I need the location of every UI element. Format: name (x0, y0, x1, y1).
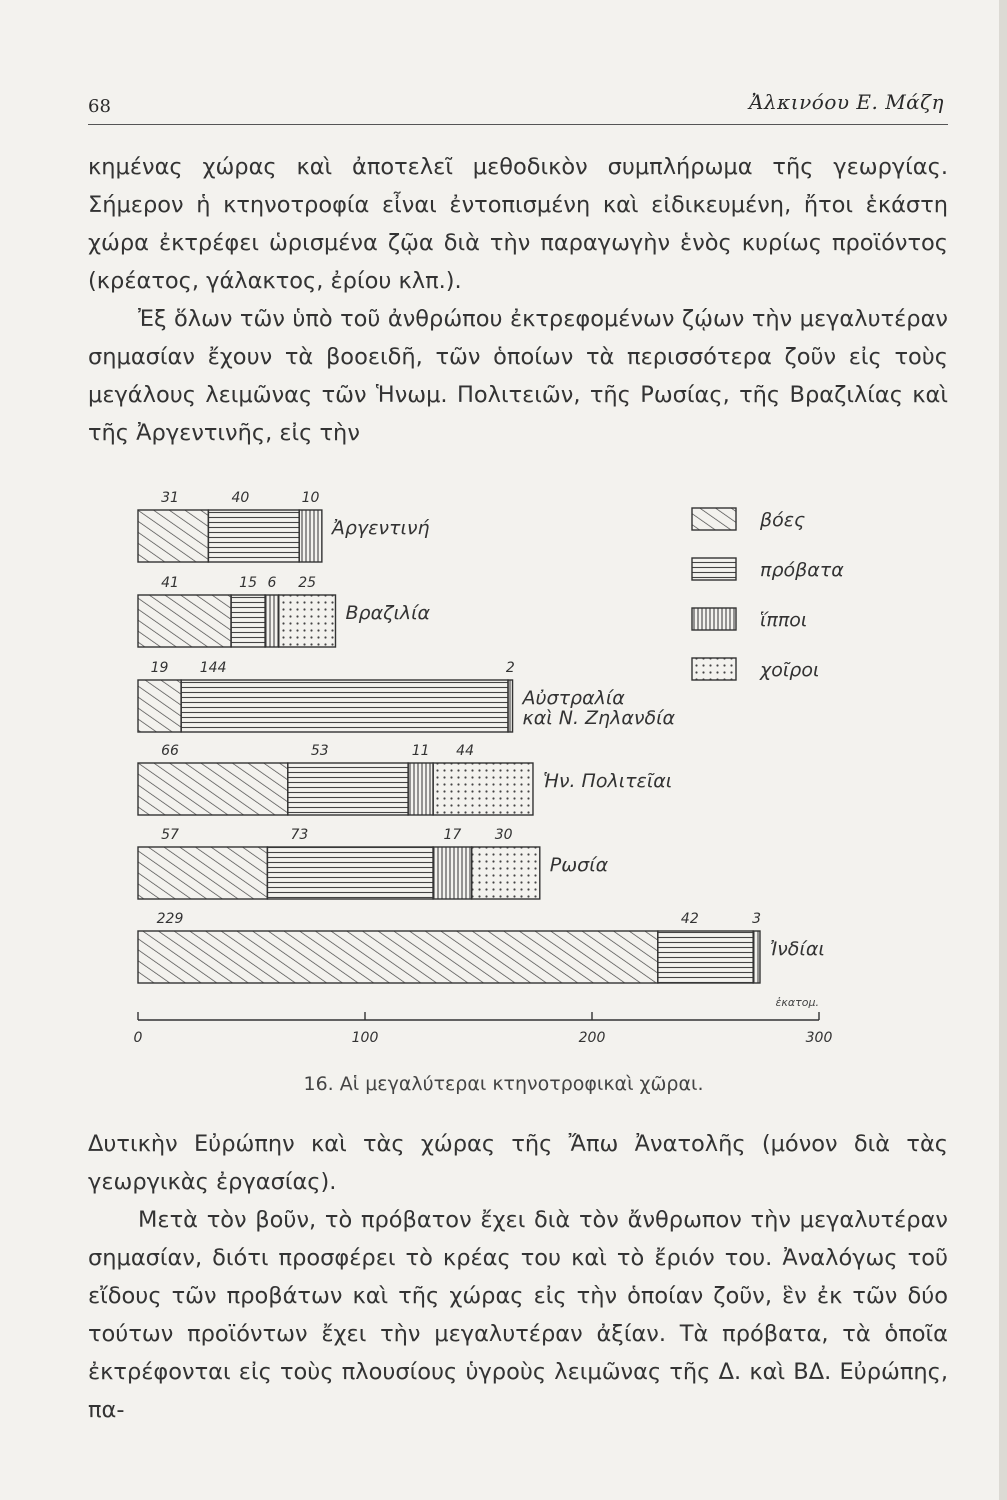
text-block-top (88, 148, 948, 452)
bar-4-series-3 (408, 763, 433, 815)
page-number: 68 (88, 96, 111, 117)
bar-5-series-1 (138, 847, 267, 899)
value-label-5-4: 30 (494, 827, 513, 843)
x-axis (134, 996, 833, 1046)
value-label-4-4: 44 (456, 743, 475, 759)
tick-label-200: 200 (578, 1030, 606, 1046)
bar-5-series-2 (267, 847, 433, 899)
bar-5-series-4 (472, 847, 540, 899)
value-label-4-3: 11 (411, 743, 430, 759)
legend-label-4: χοῖροι (760, 659, 820, 681)
bar-2-series-3 (265, 595, 279, 647)
value-label-6-1: 229 (156, 911, 184, 927)
bar-4-series-4 (433, 763, 533, 815)
tick-label-0: 0 (133, 1030, 143, 1046)
legend-label-2: πρόβατα (760, 559, 844, 581)
bar-1-series-2 (208, 510, 299, 562)
bar-4-series-2 (288, 763, 408, 815)
legend-label-1: βόες (760, 509, 806, 531)
bar-2-series-4 (279, 595, 336, 647)
value-label-1-1: 31 (161, 490, 179, 506)
legend (692, 508, 844, 681)
category-label-3: Αὐστραλία (522, 687, 625, 709)
bar-1-series-3 (299, 510, 322, 562)
paragraph-4: Μετὰ τὸν βοῦν, τὸ πρόβατον ἔχει διὰ τὸν ἄνθρωπον τὴν μεγαλυτέραν σημασίαν, διότι προσφέρει τὸ κρέας του καὶ τὸ ἔριόν του. Ἀναλόγως τοῦ εἴδους τῶν προβάτων καὶ τῆς χώρας εἰς τὴν ὁποίαν ζοῦν, ἓν ἐκ τῶν δύο τούτων προϊόντων ἔχει τὴν μεγαλυτέραν ἀξίαν. Τὰ πρόβατα, τὰ ὁποῖα ἐκτρέφονται εἰς τοὺς πλουσίους ὑγροὺς λειμῶνας τῆς Δ. καὶ ΒΔ. Εὐρώπης, πα- (88, 1207, 948, 1423)
value-label-2-1: 41 (161, 575, 179, 591)
value-label-3-2: 144 (199, 660, 227, 676)
tick-label-100: 100 (351, 1030, 379, 1046)
category-label-2: Βραζιλία (345, 602, 431, 624)
value-label-2-4: 25 (298, 575, 317, 591)
legend-label-3: ἵπποι (760, 609, 808, 631)
value-label-1-3: 10 (301, 490, 320, 506)
value-label-4-2: 53 (310, 743, 329, 759)
running-head: Ἀλκινόου Ε. Μάζη (749, 90, 944, 114)
value-label-2-3: 6 (267, 575, 277, 591)
value-label-1-2: 40 (231, 490, 250, 506)
tick-label-300: 300 (805, 1030, 833, 1046)
value-label-2-2: 15 (239, 575, 258, 591)
bar-6-series-2 (658, 931, 753, 983)
category-label-3-line2: καὶ Ν. Ζηλανδία (522, 707, 676, 729)
bar-6-series-1 (138, 931, 658, 983)
value-label-5-3: 17 (443, 827, 462, 843)
bar-3-series-3 (508, 680, 513, 732)
value-label-3-1: 19 (150, 660, 169, 676)
legend-swatch-3 (692, 608, 736, 630)
bar-2-series-1 (138, 595, 231, 647)
legend-swatch-4 (692, 658, 736, 680)
category-label-5: Ρωσία (549, 854, 609, 876)
paragraph-3: Δυτικὴν Εὐρώπην καὶ τὰς χώρας τῆς Ἄπω Ἀνατολῆς (μόνον διὰ τὰς γεωργικὰς ἐργασίας). (88, 1131, 948, 1195)
value-label-5-2: 73 (290, 827, 309, 843)
page-header (88, 84, 948, 125)
bar-3-series-1 (138, 680, 181, 732)
figure-caption: 16. Αἱ μεγαλύτεραι κτηνοτροφικαὶ χῶραι. (303, 1073, 704, 1095)
bar-6-series-3 (753, 931, 760, 983)
value-label-5-1: 57 (161, 827, 179, 843)
bar-2-series-2 (231, 595, 265, 647)
bar-5-series-3 (433, 847, 472, 899)
livestock-chart (0, 480, 1007, 1060)
paragraph-1: κημένας χώρας καὶ ἀποτελεῖ μεθοδικὸν συμπλήρωμα τῆς γεωργίας. Σήμερον ἡ κτηνοτροφία εἶναι ἐντοπισμένη καὶ εἰδικευμένη, ἤτοι ἑκάστη χώρα ἐκτρέφει ὡρισμένα ζῷα διὰ τὴν παραγωγὴν ἑνὸς κυρίως προϊόντος (κρέατος, γάλακτος, ἐρίου κλπ.). (88, 154, 948, 294)
bar-3-series-2 (181, 680, 508, 732)
value-label-4-1: 66 (161, 743, 179, 759)
value-label-6-2: 42 (680, 911, 699, 927)
value-label-3-3: 2 (505, 660, 515, 676)
bar-4-series-1 (138, 763, 288, 815)
legend-swatch-2 (692, 558, 736, 580)
value-label-6-3: 3 (752, 911, 762, 927)
bar-1-series-1 (138, 510, 208, 562)
unit-label: ἑκατομ. (775, 996, 819, 1009)
category-label-1: Ἀργεντινή (331, 517, 430, 539)
legend-swatch-1 (692, 508, 736, 530)
category-label-4: Ἡν. Πολιτεῖαι (542, 770, 673, 792)
text-block-bottom (88, 1125, 948, 1429)
paragraph-2: Ἐξ ὅλων τῶν ὑπὸ τοῦ ἀνθρώπου ἐκτρεφομένων ζῴων τὴν μεγαλυτέραν σημασίαν ἔχουν τὰ βοοειδῆ, τῶν ὁποίων τὰ περισσότερα ζοῦν εἰς τοὺς μεγάλους λειμῶνας τῶν Ἡνωμ. Πολιτειῶν, τῆς Ρωσίας, τῆς Βραζιλίας καὶ τῆς Ἀργεντινῆς, εἰς τὴν (88, 306, 948, 446)
category-label-6: Ἰνδίαι (769, 938, 825, 960)
